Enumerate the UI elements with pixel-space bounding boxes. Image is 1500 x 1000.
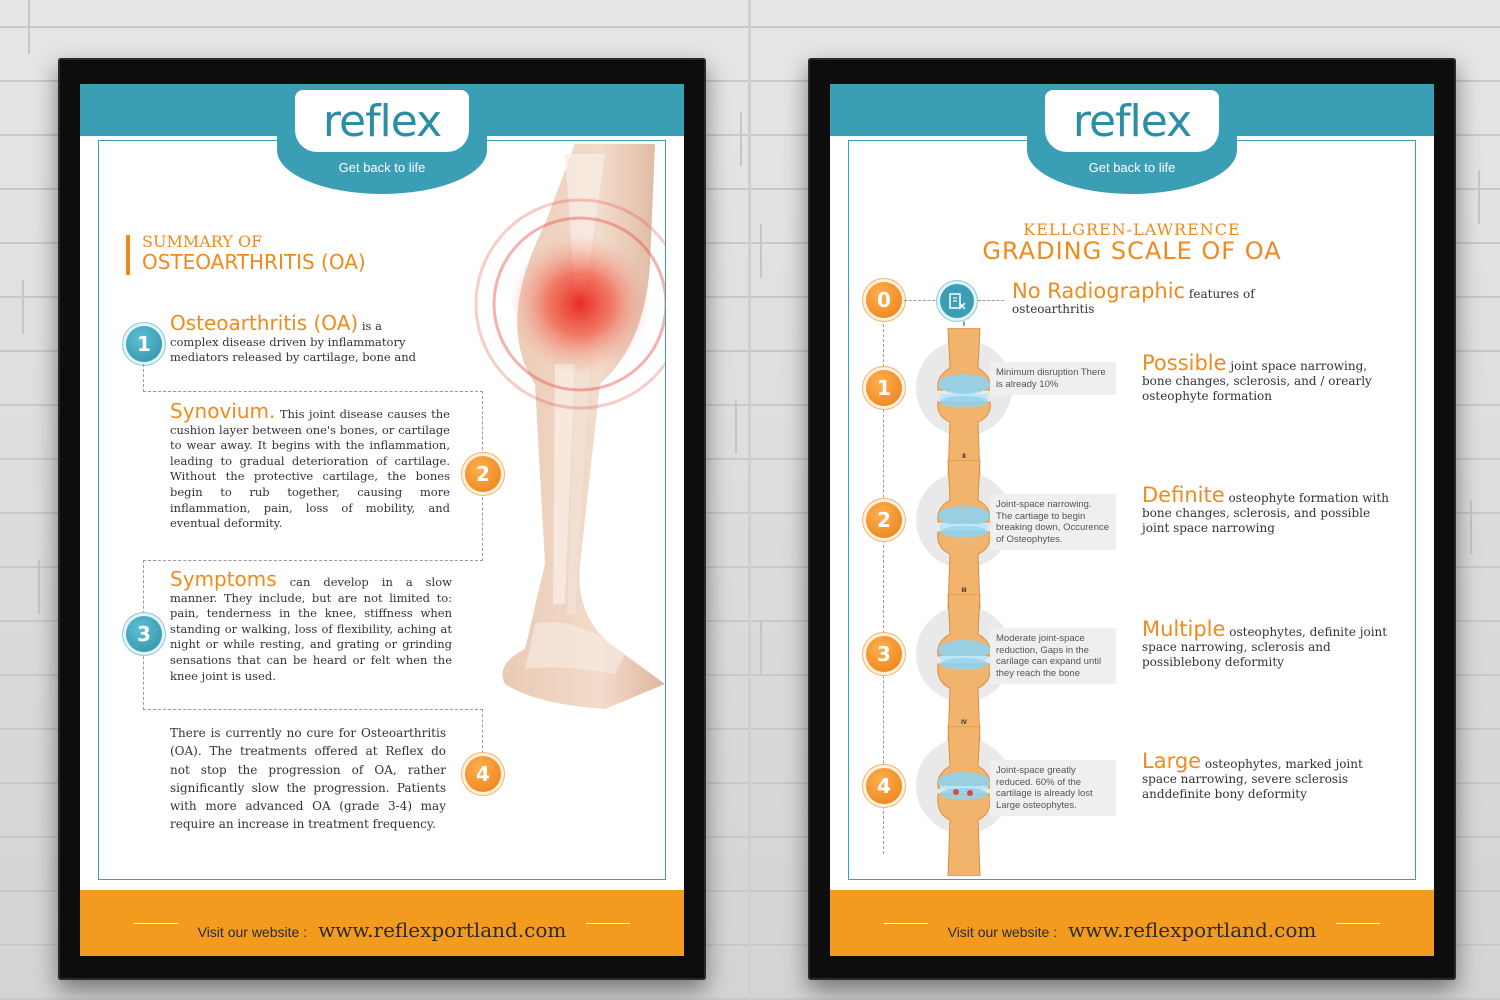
grade-3-badge: 3 [866, 636, 902, 672]
grade-1-note: Minimum disruption There is already 10% [990, 362, 1116, 395]
grade-2-note: Joint-space narrowing. The cartiage to begin breaking down, Occurence of Osteophytes. [990, 494, 1116, 550]
grade-3-label: III [961, 588, 967, 594]
grade-4-note: Joint-space greatly reduced. 60% of the cartilage is already lost Large osteophytes. [990, 760, 1116, 816]
grade-3-text: Multiple osteophytes, definite joint space narrowing, sclerosis and possiblebony deformity [1142, 617, 1388, 669]
summary-title-line2: OSTEOARTHRITIS (OA) [142, 250, 366, 274]
title-accent-bar [126, 235, 130, 275]
step-3-badge: 3 [126, 616, 162, 652]
grading-title-line1: KELLGREN-LAWRENCE [1023, 220, 1241, 239]
logo [295, 90, 469, 152]
step-2-badge: 2 [465, 456, 501, 492]
right-poster-frame [808, 58, 1456, 980]
logo-word: reflex [1072, 95, 1192, 147]
grade-1-label: I [963, 322, 965, 328]
right-poster [830, 84, 1434, 956]
step-3-text: Symptoms can develop in a slow manner. They include, but are not limited to: pain, tenderness in the knee, stiffness when standing or walking, loss of flexibility, aching at night or while resting, and grating or grinding sensations that can be heard or felt when the knee joint is used. [170, 567, 452, 683]
grade-1-text: Possible joint space narrowing, bone changes, sclerosis, and / orearly osteophyte formation [1142, 351, 1372, 403]
logo-word: reflex [322, 95, 442, 147]
grade-4-label: IV [961, 720, 967, 726]
footer [830, 918, 1434, 942]
step-1-badge: 1 [126, 326, 162, 362]
grade-3-note: Moderate joint-space reduction, Gaps in the carilage can expand until they reach the bone [990, 628, 1116, 684]
grade-2-label: II [962, 454, 966, 460]
connector-2b [143, 560, 483, 561]
poster-footer-band [830, 890, 1434, 956]
grade-0-text: No Radiographic features of osteoarthritis [1012, 279, 1255, 316]
left-poster [80, 84, 684, 956]
step-1-text: Osteoarthritis (OA) is a complex disease driven by inflammatory mediators released by cartilage, bone and [170, 311, 416, 365]
logo-tagline: Get back to life [1088, 160, 1176, 175]
connector-3b [143, 709, 483, 710]
poster-footer-band [80, 890, 684, 956]
grade-2-badge: 2 [866, 502, 902, 538]
website-link[interactable]: www.reflexportland.com [318, 918, 567, 942]
logo-tagline: Get back to life [338, 160, 426, 175]
summary-title-line1: SUMMARY OF [142, 232, 263, 251]
connector-1b [143, 391, 483, 392]
footer [80, 918, 684, 942]
logo [1045, 90, 1219, 152]
knee-joint-illustration [934, 726, 994, 876]
xray-icon [940, 284, 974, 318]
logo-tab [1027, 84, 1237, 194]
step-2-text: Synovium. This joint disease causes the cushion layer between one's bones, or cartilage to wear away. It begins with the inflammation, leading to gradual deterioration of cartilage. Without the protective cartilage, the bones begin to rub together, causing more inflammation, pain, loss of mobility, and eventual deformity. [170, 399, 450, 531]
footer-label: Visit our website : [197, 924, 308, 940]
grade-4-badge: 4 [866, 768, 902, 804]
grade-2-text: Definite osteophyte formation with bone changes, sclerosis, and possible joint space narrowing [1142, 483, 1389, 535]
connector-1 [143, 364, 483, 392]
knee-leg-illustration [425, 144, 665, 714]
footer-label: Visit our website : [947, 924, 1058, 940]
grade-4-text: Large osteophytes, marked joint space narrowing, severe sclerosis anddefinite bony deformity [1142, 749, 1363, 801]
grade-1-badge: 1 [866, 370, 902, 406]
step-4-badge: 4 [465, 756, 501, 792]
grade-0-badge: 0 [866, 282, 902, 318]
grading-title-line2: GRADING SCALE OF OA [982, 237, 1282, 265]
grade-0-connector [904, 300, 940, 301]
step-4-text: There is currently no cure for Osteoarthritis (OA). The treatments offered at Reflex do not stop the progression of OA, rather significantly slow the progression. Patients with more advanced OA (grade 3-4) may require an increase in treatment frequency. [170, 726, 446, 832]
left-poster-frame [58, 58, 706, 980]
grade-0-connector-b [978, 300, 1004, 301]
website-link[interactable]: www.reflexportland.com [1068, 918, 1317, 942]
